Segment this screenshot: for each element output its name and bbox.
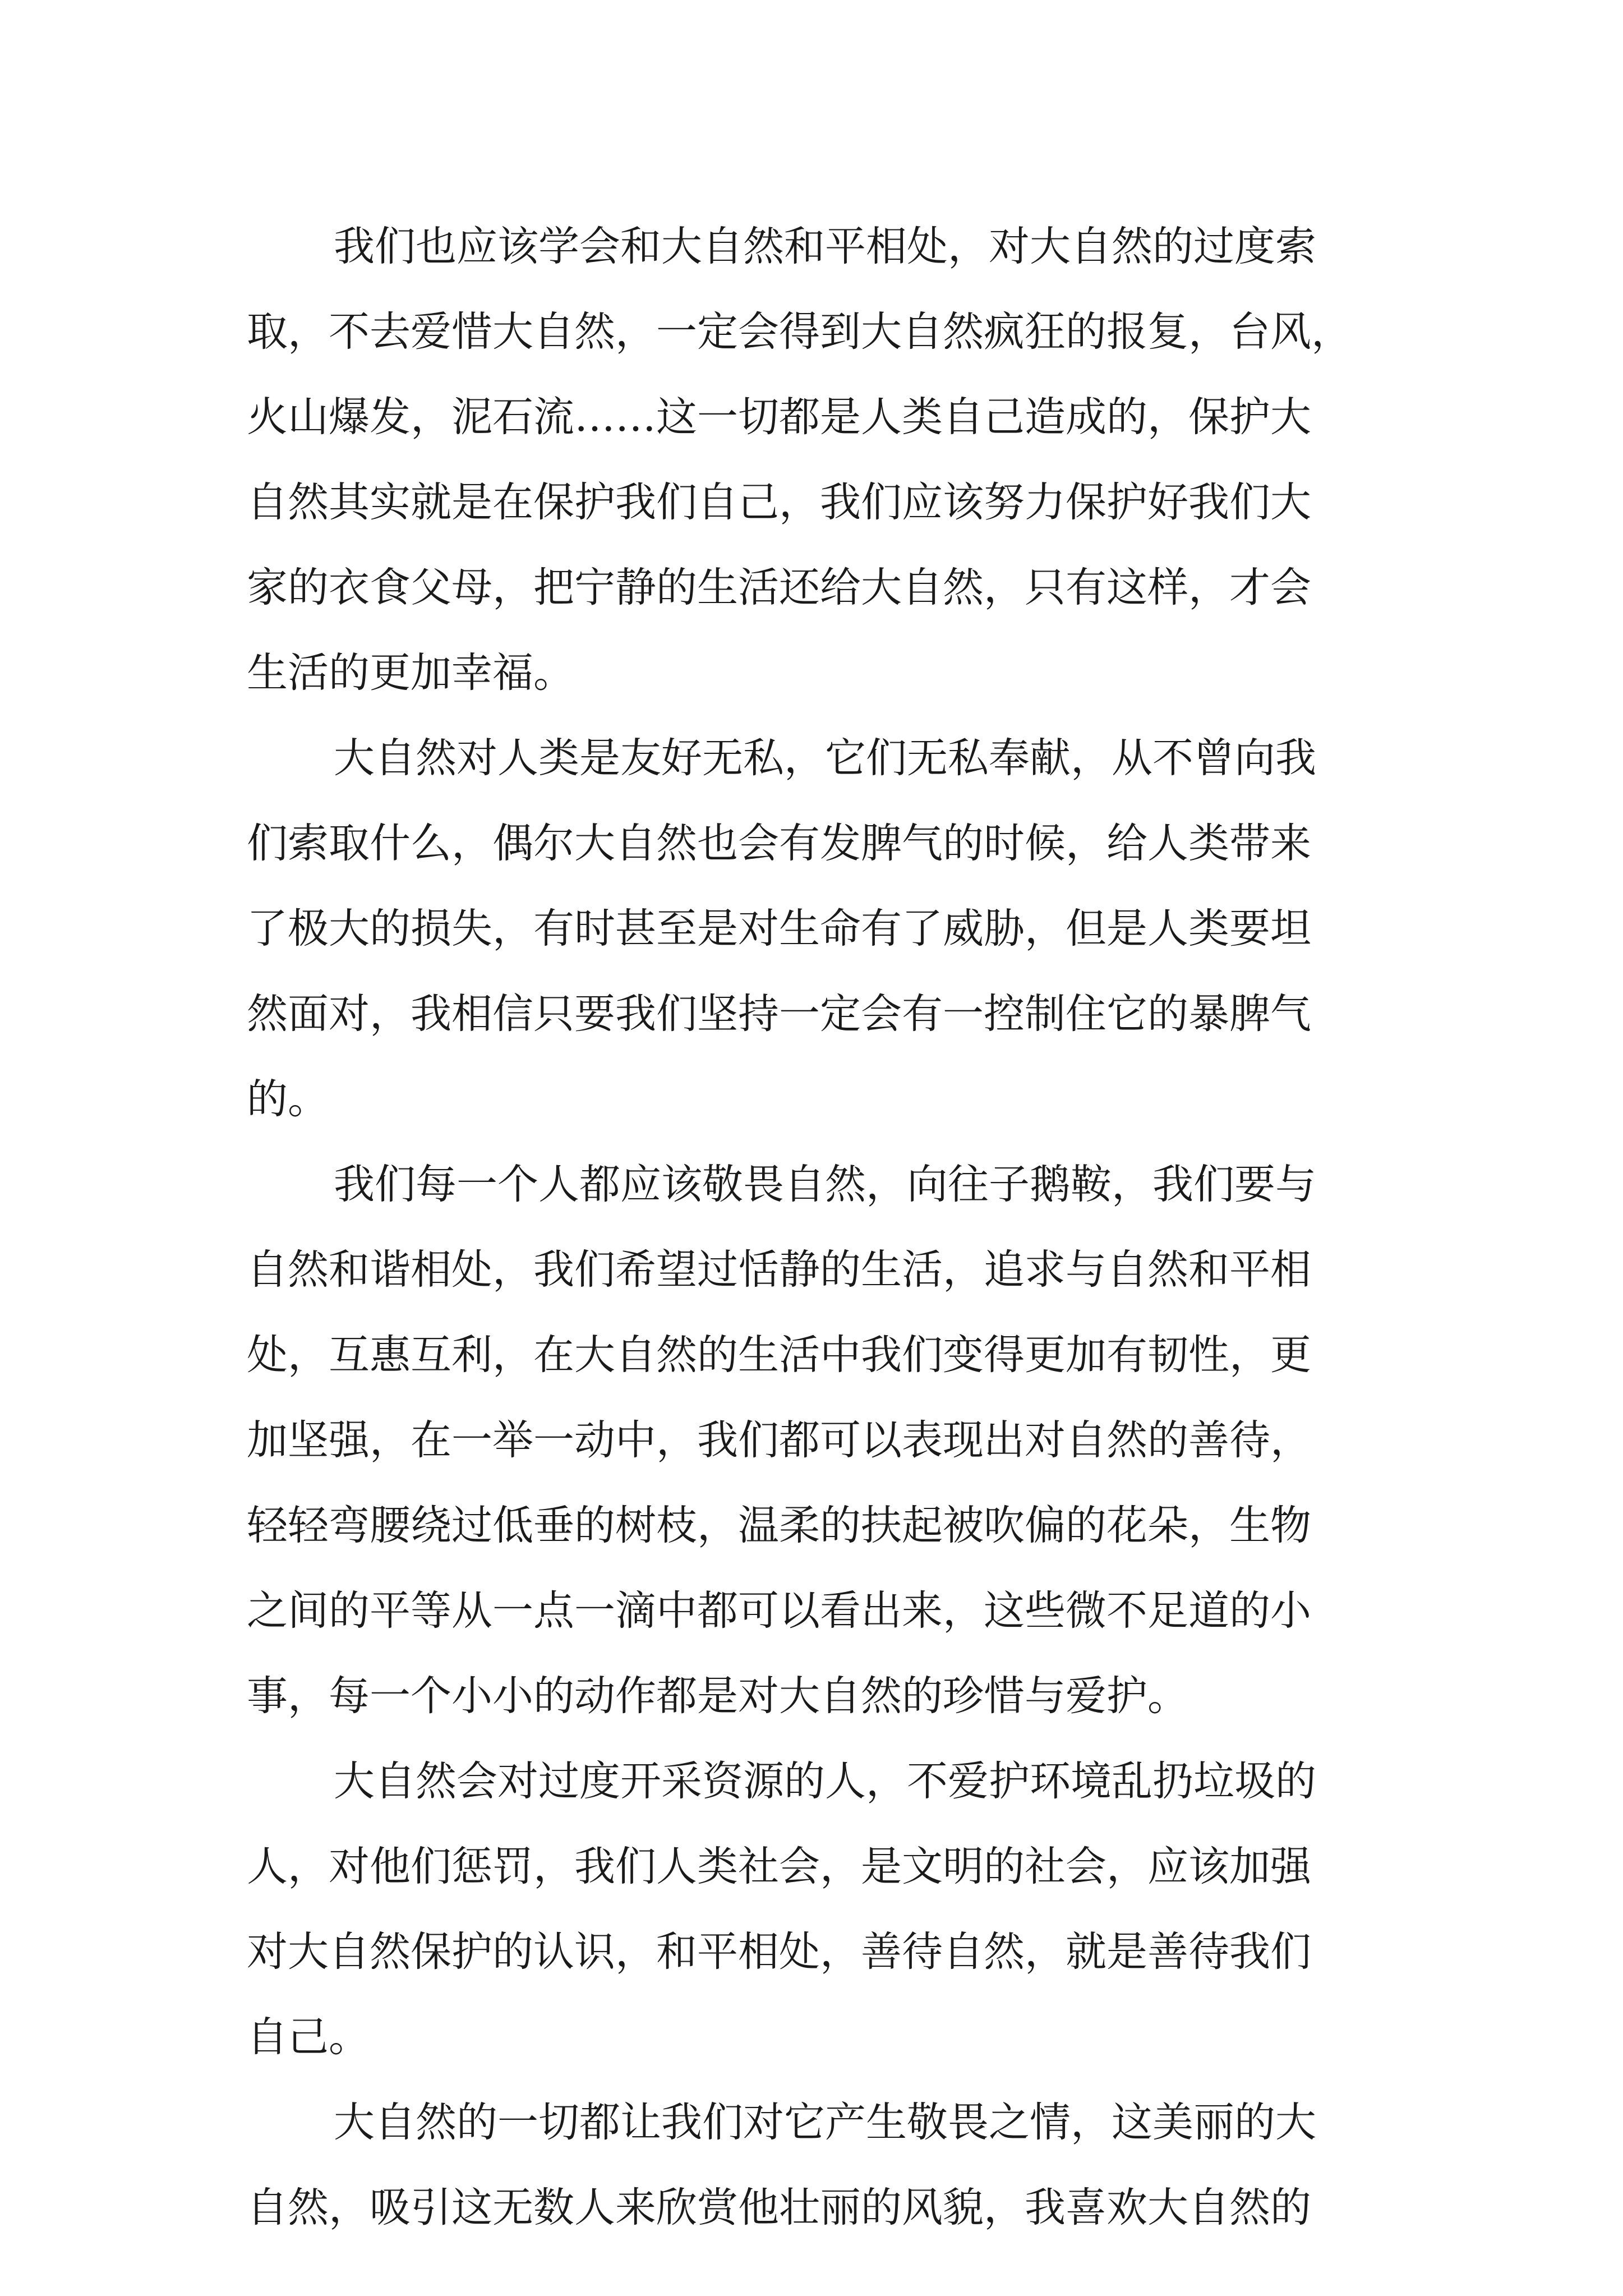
text-line: 自然，吸引这无数人来欣赏他壮丽的风貌，我喜欢大自然的 <box>247 2184 1311 2231</box>
text-line: 生活的更加幸福。 <box>247 649 574 697</box>
text-line: 火山爆发，泥石流……这一切都是人类自己造成的，保护大 <box>247 393 1311 441</box>
text-line: 轻轻弯腰绕过低垂的树枝，温柔的扶起被吹偏的花朵，生物 <box>247 1502 1311 1549</box>
text-line: 自然和谐相处，我们希望过恬静的生活，追求与自然和平相 <box>247 1246 1311 1294</box>
text-line: 我们也应该学会和大自然和平相处，对大自然的过度索 <box>334 223 1316 270</box>
text-line: 大自然会对过度开采资源的人，不爱护环境乱扔垃圾的 <box>334 1757 1316 1805</box>
text-line: 对大自然保护的认识，和平相处，善待自然，就是善待我们 <box>247 1928 1311 1976</box>
text-line: 了极大的损失，有时甚至是对生命有了威胁，但是人类要坦 <box>247 905 1311 953</box>
text-line: 加坚强，在一举一动中，我们都可以表现出对自然的善待， <box>247 1416 1311 1464</box>
text-line: 取，不去爱惜大自然，一定会得到大自然疯狂的报复，台风， <box>247 308 1352 356</box>
text-line: 人，对他们惩罚，我们人类社会，是文明的社会，应该加强 <box>247 1843 1311 1890</box>
text-line: 之间的平等从一点一滴中都可以看出来，这些微不足道的小 <box>247 1587 1311 1635</box>
text-line: 自己。 <box>247 2013 370 2061</box>
text-line: 们索取什么，偶尔大自然也会有发脾气的时候，给人类带来 <box>247 820 1311 867</box>
text-line: 的。 <box>247 1075 329 1123</box>
text-line: 然面对，我相信只要我们坚持一定会有一控制住它的暴脾气 <box>247 990 1311 1038</box>
text-line: 我们每一个人都应该敬畏自然，向往子鹅鞍，我们要与 <box>334 1161 1316 1208</box>
text-line: 自然其实就是在保护我们自己，我们应该努力保护好我们大 <box>247 478 1311 526</box>
text-line: 处，互惠互利，在大自然的生活中我们变得更加有韧性，更 <box>247 1331 1311 1379</box>
text-line: 大自然的一切都让我们对它产生敬畏之情，这美丽的大 <box>334 2099 1316 2146</box>
text-line: 家的衣食父母，把宁静的生活还给大自然，只有这样，才会 <box>247 564 1311 611</box>
text-line: 事，每一个小小的动作都是对大自然的珍惜与爱护。 <box>247 1672 1188 1720</box>
text-line: 大自然对人类是友好无私，它们无私奉献，从不曾向我 <box>334 734 1316 782</box>
